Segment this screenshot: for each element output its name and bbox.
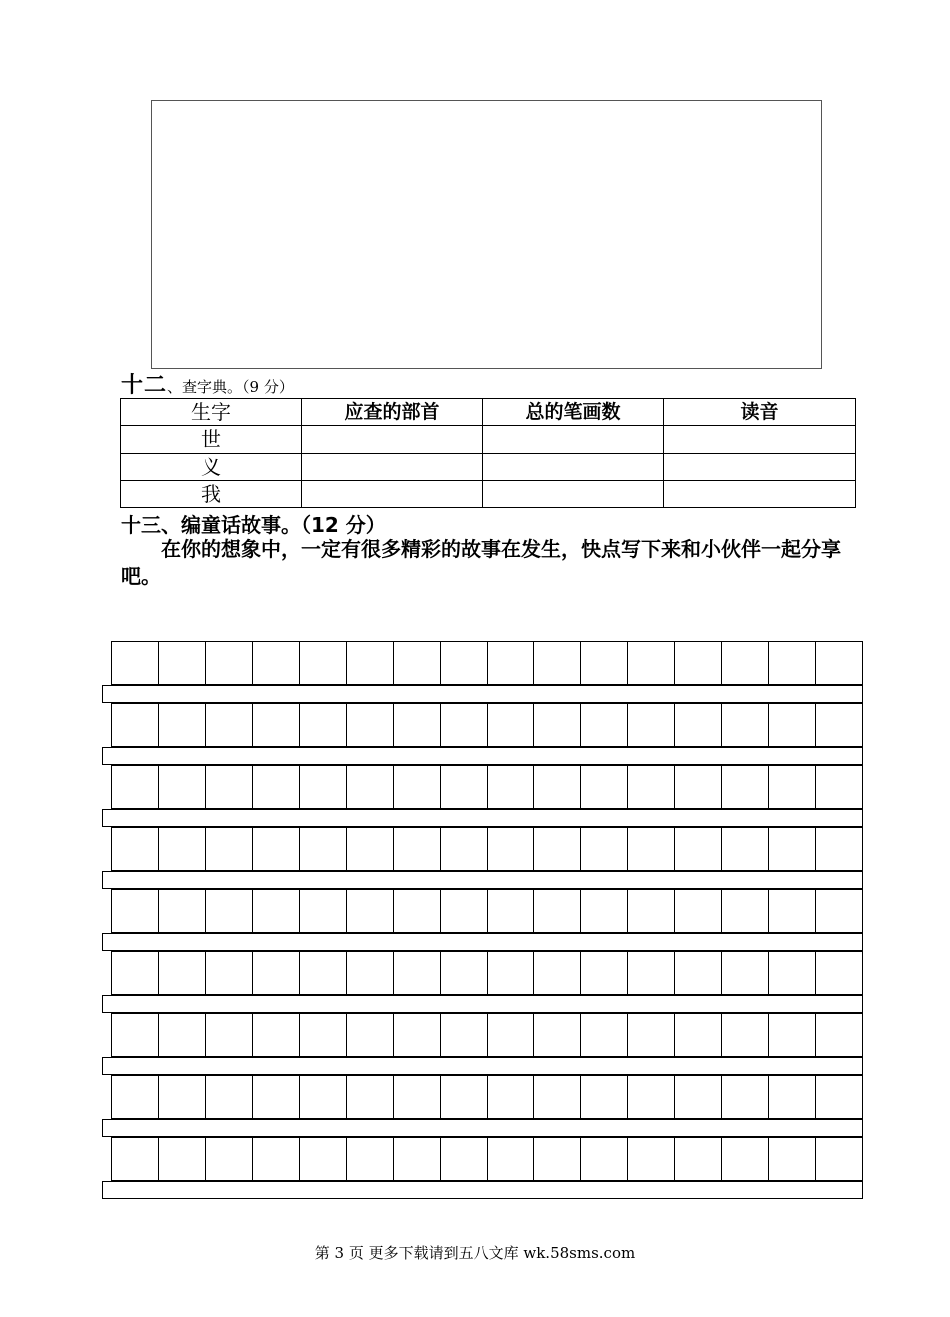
writing-cell[interactable] — [112, 703, 159, 747]
writing-cell[interactable] — [534, 703, 581, 747]
writing-cell[interactable] — [159, 827, 206, 871]
writing-cell[interactable] — [534, 641, 581, 685]
page-footer: 第 3 页 更多下载请到五八文库 wk.58sms.com — [314, 1244, 636, 1262]
writing-cell[interactable] — [628, 827, 675, 871]
grid-cells — [111, 1137, 863, 1181]
writing-cell[interactable] — [675, 1075, 722, 1119]
table-row — [121, 480, 856, 507]
section-12-number: 十二 — [121, 373, 168, 398]
row-character: 我 — [121, 480, 302, 507]
writing-cell[interactable] — [816, 1075, 863, 1119]
writing-cell[interactable] — [769, 641, 816, 685]
stroke-count-field[interactable] — [483, 426, 664, 453]
section-13-heading: 十三、编童话故事。（12 分） — [121, 513, 386, 537]
writing-cell[interactable] — [581, 889, 628, 933]
table-header-row — [121, 399, 856, 426]
writing-cell[interactable] — [534, 1013, 581, 1057]
writing-cell[interactable] — [675, 703, 722, 747]
section-13-prompt: 在你的想象中，一定有很多精彩的故事在发生，快点写下来和小伙伴一起分享吧。 — [121, 537, 841, 588]
grid-spacer-strip — [102, 933, 863, 951]
writing-cell[interactable] — [112, 765, 159, 809]
writing-cell[interactable] — [488, 765, 535, 809]
writing-cell[interactable] — [206, 889, 253, 933]
writing-cell[interactable] — [581, 641, 628, 685]
writing-cell[interactable] — [206, 703, 253, 747]
writing-cell[interactable] — [253, 951, 300, 995]
writing-cell[interactable] — [816, 951, 863, 995]
drawing-box — [151, 100, 822, 369]
writing-cell[interactable] — [300, 703, 347, 747]
writing-cell[interactable] — [300, 951, 347, 995]
writing-cell[interactable] — [488, 1075, 535, 1119]
writing-cell[interactable] — [394, 889, 441, 933]
writing-cell[interactable] — [441, 1013, 488, 1057]
writing-cell[interactable] — [675, 889, 722, 933]
writing-cell[interactable] — [159, 1075, 206, 1119]
writing-cell[interactable] — [488, 1137, 535, 1181]
writing-cell[interactable] — [347, 641, 394, 685]
writing-cell[interactable] — [769, 1013, 816, 1057]
writing-cell[interactable] — [159, 1013, 206, 1057]
writing-cell[interactable] — [675, 641, 722, 685]
writing-cell[interactable] — [394, 641, 441, 685]
section-12-title: 、查字典。（9 分） — [167, 378, 294, 396]
writing-cell[interactable] — [300, 641, 347, 685]
writing-cell[interactable] — [628, 1137, 675, 1181]
radical-field[interactable] — [302, 426, 483, 453]
writing-cell[interactable] — [722, 889, 769, 933]
grid-row — [102, 889, 863, 951]
writing-cell[interactable] — [441, 641, 488, 685]
writing-cell[interactable] — [534, 765, 581, 809]
writing-cell[interactable] — [394, 765, 441, 809]
writing-cell[interactable] — [347, 889, 394, 933]
writing-cell[interactable] — [769, 827, 816, 871]
grid-cells — [111, 703, 863, 747]
writing-cell[interactable] — [675, 1013, 722, 1057]
pronunciation-field[interactable] — [664, 426, 856, 453]
writing-cell[interactable] — [206, 1075, 253, 1119]
writing-cell[interactable] — [628, 889, 675, 933]
writing-cell[interactable] — [253, 703, 300, 747]
writing-cell[interactable] — [675, 827, 722, 871]
writing-cell[interactable] — [347, 1013, 394, 1057]
grid-spacer-strip — [102, 871, 863, 889]
writing-cell[interactable] — [394, 951, 441, 995]
writing-cell[interactable] — [581, 827, 628, 871]
grid-spacer-strip — [102, 995, 863, 1013]
header-pronunciation: 读音 — [664, 399, 856, 426]
writing-cell[interactable] — [722, 703, 769, 747]
grid-row — [102, 641, 863, 703]
writing-cell[interactable] — [300, 827, 347, 871]
writing-cell[interactable] — [628, 641, 675, 685]
writing-cell[interactable] — [628, 951, 675, 995]
grid-row — [102, 827, 863, 889]
writing-cell[interactable] — [206, 641, 253, 685]
row-character: 世 — [121, 426, 302, 453]
writing-cell[interactable] — [675, 951, 722, 995]
writing-cell[interactable] — [722, 1075, 769, 1119]
grid-spacer-strip — [102, 1181, 863, 1199]
writing-cell[interactable] — [347, 1137, 394, 1181]
writing-cell[interactable] — [769, 703, 816, 747]
grid-cells — [111, 951, 863, 995]
writing-cell[interactable] — [488, 1013, 535, 1057]
writing-cell[interactable] — [253, 1013, 300, 1057]
grid-row — [102, 1013, 863, 1075]
writing-cell[interactable] — [816, 827, 863, 871]
grid-cells — [111, 889, 863, 933]
grid-spacer-strip — [102, 747, 863, 765]
writing-cell[interactable] — [112, 1013, 159, 1057]
grid-spacer-strip — [102, 809, 863, 827]
table-row — [121, 453, 856, 480]
writing-cell[interactable] — [769, 951, 816, 995]
writing-cell[interactable] — [675, 1137, 722, 1181]
writing-cell[interactable] — [112, 889, 159, 933]
writing-cell[interactable] — [159, 703, 206, 747]
writing-cell[interactable] — [488, 951, 535, 995]
writing-cell[interactable] — [112, 951, 159, 995]
writing-cell[interactable] — [159, 765, 206, 809]
grid-row — [102, 1075, 863, 1137]
writing-cell[interactable] — [488, 889, 535, 933]
writing-cell[interactable] — [112, 1137, 159, 1181]
writing-cell[interactable] — [628, 703, 675, 747]
writing-cell[interactable] — [722, 765, 769, 809]
writing-cell[interactable] — [347, 951, 394, 995]
writing-cell[interactable] — [206, 765, 253, 809]
writing-cell[interactable] — [159, 641, 206, 685]
writing-cell[interactable] — [534, 1137, 581, 1181]
writing-cell[interactable] — [300, 1137, 347, 1181]
writing-cell[interactable] — [394, 703, 441, 747]
dictionary-table — [120, 398, 856, 508]
writing-cell[interactable] — [394, 1137, 441, 1181]
stroke-count-field[interactable] — [483, 453, 664, 480]
writing-cell[interactable] — [769, 765, 816, 809]
writing-cell[interactable] — [347, 827, 394, 871]
writing-cell[interactable] — [581, 951, 628, 995]
writing-cell[interactable] — [394, 827, 441, 871]
grid-spacer-strip — [102, 1119, 863, 1137]
writing-cell[interactable] — [300, 1075, 347, 1119]
writing-cell[interactable] — [300, 1013, 347, 1057]
writing-cell[interactable] — [581, 765, 628, 809]
writing-cell[interactable] — [441, 889, 488, 933]
writing-cell[interactable] — [253, 889, 300, 933]
writing-cell[interactable] — [441, 703, 488, 747]
writing-cell[interactable] — [347, 1075, 394, 1119]
grid-cells — [111, 765, 863, 809]
section-12-heading — [121, 368, 294, 399]
writing-cell[interactable] — [722, 1013, 769, 1057]
writing-cell[interactable] — [816, 889, 863, 933]
grid-row — [102, 951, 863, 1013]
writing-cell[interactable] — [816, 1013, 863, 1057]
writing-cell[interactable] — [769, 1075, 816, 1119]
writing-cell[interactable] — [441, 951, 488, 995]
writing-cell[interactable] — [112, 827, 159, 871]
writing-cell[interactable] — [159, 889, 206, 933]
writing-cell[interactable] — [628, 1075, 675, 1119]
writing-cell[interactable] — [206, 1137, 253, 1181]
writing-cell[interactable] — [488, 827, 535, 871]
header-radical: 应查的部首 — [302, 399, 483, 426]
writing-cell[interactable] — [722, 641, 769, 685]
writing-cell[interactable] — [581, 703, 628, 747]
writing-grid — [102, 641, 863, 1199]
grid-spacer-strip — [102, 685, 863, 703]
writing-cell[interactable] — [488, 641, 535, 685]
writing-cell[interactable] — [159, 951, 206, 995]
writing-cell[interactable] — [581, 1137, 628, 1181]
grid-cells — [111, 827, 863, 871]
writing-cell[interactable] — [675, 765, 722, 809]
writing-cell[interactable] — [206, 951, 253, 995]
writing-cell[interactable] — [816, 1137, 863, 1181]
writing-cell[interactable] — [159, 1137, 206, 1181]
row-character: 义 — [121, 453, 302, 480]
writing-cell[interactable] — [816, 703, 863, 747]
grid-row — [102, 1137, 863, 1199]
writing-cell[interactable] — [300, 765, 347, 809]
writing-cell[interactable] — [581, 1013, 628, 1057]
grid-spacer-strip — [102, 1057, 863, 1075]
header-stroke-count: 总的笔画数 — [483, 399, 664, 426]
writing-cell[interactable] — [581, 1075, 628, 1119]
header-character: 生字 — [121, 399, 302, 426]
writing-cell[interactable] — [253, 1137, 300, 1181]
writing-cell[interactable] — [534, 827, 581, 871]
table-row — [121, 426, 856, 453]
stroke-count-field[interactable] — [483, 480, 664, 507]
writing-cell[interactable] — [722, 951, 769, 995]
writing-cell[interactable] — [628, 765, 675, 809]
writing-cell[interactable] — [488, 703, 535, 747]
writing-cell[interactable] — [253, 827, 300, 871]
writing-cell[interactable] — [534, 1075, 581, 1119]
writing-cell[interactable] — [206, 1013, 253, 1057]
writing-cell[interactable] — [112, 1075, 159, 1119]
writing-cell[interactable] — [441, 1075, 488, 1119]
writing-cell[interactable] — [769, 1137, 816, 1181]
writing-cell[interactable] — [722, 827, 769, 871]
writing-cell[interactable] — [253, 765, 300, 809]
pronunciation-field[interactable] — [664, 480, 856, 507]
writing-cell[interactable] — [628, 1013, 675, 1057]
writing-cell[interactable] — [347, 703, 394, 747]
writing-cell[interactable] — [441, 765, 488, 809]
writing-cell[interactable] — [394, 1013, 441, 1057]
writing-cell[interactable] — [347, 765, 394, 809]
writing-cell[interactable] — [534, 889, 581, 933]
writing-cell[interactable] — [816, 641, 863, 685]
writing-cell[interactable] — [441, 827, 488, 871]
grid-cells — [111, 1013, 863, 1057]
grid-row — [102, 765, 863, 827]
writing-cell[interactable] — [722, 1137, 769, 1181]
grid-cells — [111, 1075, 863, 1119]
writing-cell[interactable] — [112, 641, 159, 685]
writing-cell[interactable] — [206, 827, 253, 871]
grid-cells — [111, 641, 863, 685]
writing-cell[interactable] — [300, 889, 347, 933]
writing-cell[interactable] — [253, 641, 300, 685]
writing-cell[interactable] — [534, 951, 581, 995]
writing-cell[interactable] — [441, 1137, 488, 1181]
grid-row — [102, 703, 863, 765]
writing-cell[interactable] — [816, 765, 863, 809]
writing-cell[interactable] — [253, 1075, 300, 1119]
radical-field[interactable] — [302, 453, 483, 480]
radical-field[interactable] — [302, 480, 483, 507]
writing-cell[interactable] — [394, 1075, 441, 1119]
writing-cell[interactable] — [769, 889, 816, 933]
pronunciation-field[interactable] — [664, 453, 856, 480]
